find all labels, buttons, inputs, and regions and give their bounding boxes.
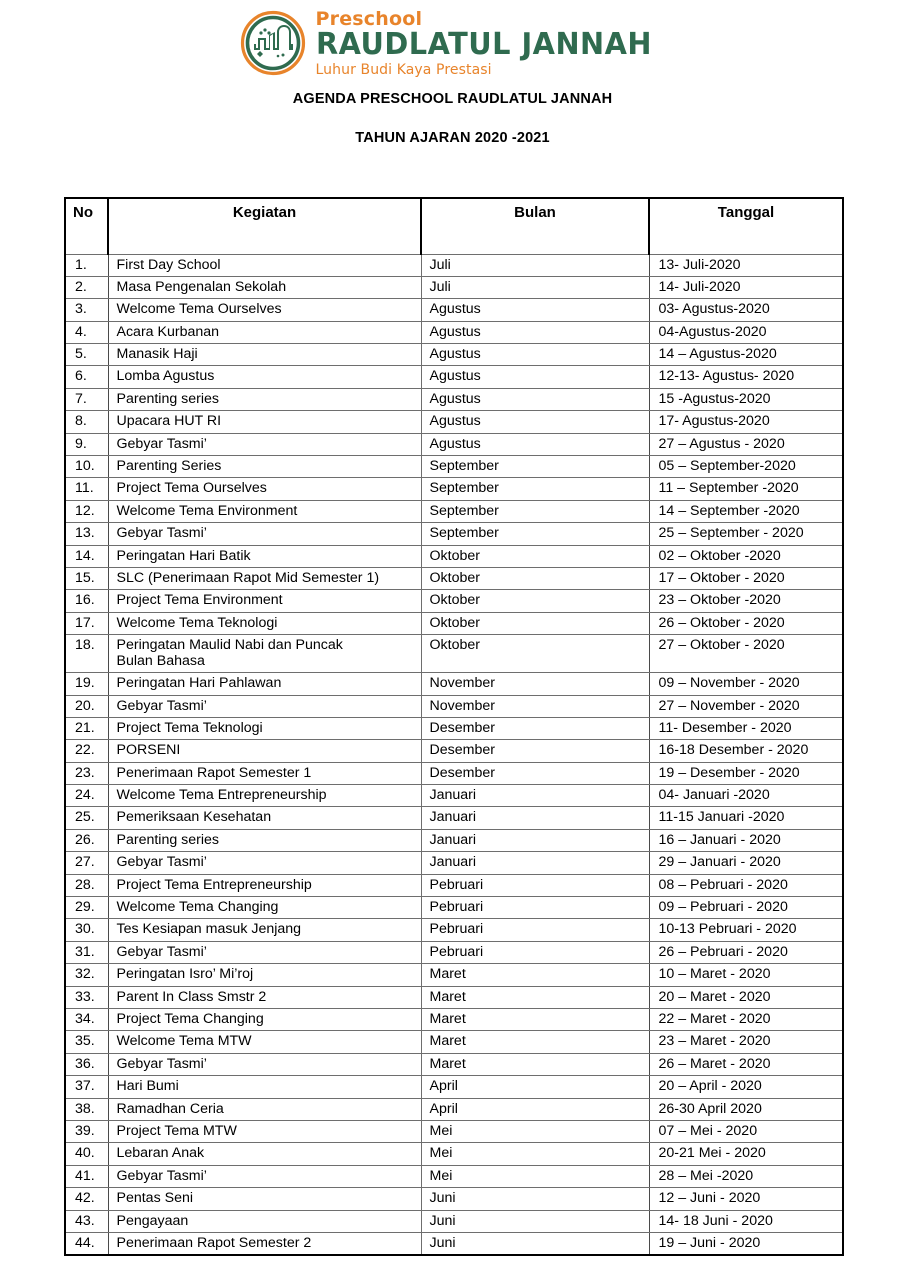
cell-no: 5.	[65, 344, 108, 366]
cell-no: 32.	[65, 964, 108, 986]
cell-tanggal: 29 – Januari - 2020	[649, 852, 843, 874]
cell-kegiatan	[108, 635, 421, 673]
cell-kegiatan: Gebyar Tasmi’	[108, 433, 421, 455]
cell-bulan: Januari	[421, 829, 649, 851]
cell-tanggal: 14- 18 Juni - 2020	[649, 1210, 843, 1232]
cell-kegiatan-line2: Bulan Bahasa	[116, 653, 205, 670]
table-row	[65, 388, 843, 410]
cell-kegiatan: Acara Kurbanan	[108, 321, 421, 343]
cell-no: 3.	[65, 299, 108, 321]
cell-no: 43.	[65, 1210, 108, 1232]
table-row	[65, 807, 843, 829]
table-body	[65, 254, 843, 1255]
table-row	[65, 456, 843, 478]
table-row	[65, 254, 843, 276]
cell-tanggal: 12 – Juni - 2020	[649, 1188, 843, 1210]
cell-bulan: Oktober	[421, 612, 649, 634]
table-row	[65, 500, 843, 522]
cell-bulan: Pebruari	[421, 941, 649, 963]
cell-bulan: September	[421, 478, 649, 500]
cell-no: 19.	[65, 673, 108, 695]
cell-kegiatan: Project Tema MTW	[108, 1120, 421, 1142]
cell-kegiatan-line1: Peringatan Maulid Nabi dan Puncak	[116, 637, 343, 654]
cell-bulan: Mei	[421, 1143, 649, 1165]
cell-kegiatan: Gebyar Tasmi’	[108, 695, 421, 717]
cell-kegiatan: PORSENI	[108, 740, 421, 762]
cell-tanggal: 27 – Agustus - 2020	[649, 433, 843, 455]
cell-tanggal: 12-13- Agustus- 2020	[649, 366, 843, 388]
cell-no: 13.	[65, 523, 108, 545]
cell-no: 42.	[65, 1188, 108, 1210]
cell-tanggal: 11 – September -2020	[649, 478, 843, 500]
table-row	[65, 762, 843, 784]
cell-no: 37.	[65, 1076, 108, 1098]
cell-bulan: Maret	[421, 964, 649, 986]
cell-bulan: Agustus	[421, 433, 649, 455]
cell-kegiatan: Gebyar Tasmi’	[108, 852, 421, 874]
cell-no: 23.	[65, 762, 108, 784]
cell-kegiatan: Welcome Tema MTW	[108, 1031, 421, 1053]
cell-bulan: Oktober	[421, 545, 649, 567]
cell-bulan: Agustus	[421, 344, 649, 366]
table-row	[65, 276, 843, 298]
cell-tanggal: 26 – Oktober - 2020	[649, 612, 843, 634]
cell-kegiatan: Gebyar Tasmi’	[108, 941, 421, 963]
cell-tanggal: 16-18 Desember - 2020	[649, 740, 843, 762]
table-row	[65, 964, 843, 986]
cell-bulan: Januari	[421, 807, 649, 829]
table-row	[65, 1120, 843, 1142]
cell-tanggal: 26 – Maret - 2020	[649, 1053, 843, 1075]
cell-kegiatan: Project Tema Entrepreneurship	[108, 874, 421, 896]
cell-tanggal: 10-13 Pebruari - 2020	[649, 919, 843, 941]
table-row	[65, 1009, 843, 1031]
cell-kegiatan: Project Tema Teknologi	[108, 717, 421, 739]
cell-tanggal: 07 – Mei - 2020	[649, 1120, 843, 1142]
cell-kegiatan: Penerimaan Rapot Semester 2	[108, 1232, 421, 1255]
cell-bulan: Agustus	[421, 299, 649, 321]
table-row	[65, 1210, 843, 1232]
cell-no: 28.	[65, 874, 108, 896]
cell-bulan: Oktober	[421, 567, 649, 589]
cell-kegiatan: Pemeriksaan Kesehatan	[108, 807, 421, 829]
cell-tanggal: 23 – Oktober -2020	[649, 590, 843, 612]
cell-tanggal: 25 – September - 2020	[649, 523, 843, 545]
table-row	[65, 1053, 843, 1075]
cell-bulan: Oktober	[421, 590, 649, 612]
cell-no: 34.	[65, 1009, 108, 1031]
cell-no: 27.	[65, 852, 108, 874]
table-row	[65, 829, 843, 851]
cell-bulan: Juli	[421, 276, 649, 298]
cell-kegiatan: Parenting Series	[108, 456, 421, 478]
cell-no: 2.	[65, 276, 108, 298]
column-header-bulan: Bulan	[421, 198, 649, 254]
table-row	[65, 695, 843, 717]
table-row	[65, 478, 843, 500]
table-row	[65, 590, 843, 612]
cell-kegiatan: Pentas Seni	[108, 1188, 421, 1210]
cell-bulan: September	[421, 523, 649, 545]
cell-kegiatan: Upacara HUT RI	[108, 411, 421, 433]
cell-tanggal: 16 – Januari - 2020	[649, 829, 843, 851]
cell-tanggal: 15 -Agustus-2020	[649, 388, 843, 410]
cell-kegiatan: Gebyar Tasmi’	[108, 1165, 421, 1187]
cell-bulan: Maret	[421, 986, 649, 1008]
cell-tanggal: 27 – November - 2020	[649, 695, 843, 717]
table-row	[65, 1031, 843, 1053]
cell-kegiatan: Parenting series	[108, 829, 421, 851]
column-header-no: No	[65, 198, 108, 254]
cell-no: 14.	[65, 545, 108, 567]
cell-no: 44.	[65, 1232, 108, 1255]
cell-kegiatan: Gebyar Tasmi’	[108, 523, 421, 545]
cell-kegiatan: Project Tema Changing	[108, 1009, 421, 1031]
cell-no: 8.	[65, 411, 108, 433]
cell-kegiatan: Welcome Tema Ourselves	[108, 299, 421, 321]
cell-bulan: Januari	[421, 785, 649, 807]
cell-tanggal: 08 – Pebruari - 2020	[649, 874, 843, 896]
cell-no: 29.	[65, 897, 108, 919]
cell-kegiatan: Masa Pengenalan Sekolah	[108, 276, 421, 298]
cell-kegiatan: Project Tema Environment	[108, 590, 421, 612]
cell-bulan: Juli	[421, 254, 649, 276]
cell-bulan: Maret	[421, 1053, 649, 1075]
cell-tanggal: 14 – September -2020	[649, 500, 843, 522]
table-row	[65, 411, 843, 433]
cell-no: 16.	[65, 590, 108, 612]
cell-tanggal: 02 – Oktober -2020	[649, 545, 843, 567]
cell-no: 18.	[65, 635, 108, 673]
column-header-tanggal: Tanggal	[649, 198, 843, 254]
column-header-kegiatan: Kegiatan	[108, 198, 421, 254]
table-row	[65, 299, 843, 321]
table-row	[65, 897, 843, 919]
cell-bulan: Agustus	[421, 366, 649, 388]
cell-kegiatan: Project Tema Ourselves	[108, 478, 421, 500]
cell-no: 33.	[65, 986, 108, 1008]
cell-bulan: November	[421, 695, 649, 717]
cell-no: 21.	[65, 717, 108, 739]
cell-tanggal: 22 – Maret - 2020	[649, 1009, 843, 1031]
cell-tanggal: 17- Agustus-2020	[649, 411, 843, 433]
cell-tanggal: 04- Januari -2020	[649, 785, 843, 807]
table-row	[65, 673, 843, 695]
cell-no: 35.	[65, 1031, 108, 1053]
cell-kegiatan: Peringatan Hari Batik	[108, 545, 421, 567]
cell-kegiatan: Pengayaan	[108, 1210, 421, 1232]
table-row	[65, 874, 843, 896]
agenda-table-container	[64, 197, 842, 1256]
cell-bulan: Oktober	[421, 635, 649, 673]
cell-kegiatan: Welcome Tema Changing	[108, 897, 421, 919]
cell-kegiatan: Gebyar Tasmi’	[108, 1053, 421, 1075]
table-row	[65, 523, 843, 545]
table-row	[65, 567, 843, 589]
cell-tanggal: 14- Juli-2020	[649, 276, 843, 298]
cell-bulan: Agustus	[421, 388, 649, 410]
cell-bulan: Desember	[421, 762, 649, 784]
cell-no: 7.	[65, 388, 108, 410]
logo-school-name: RAUDLATUL JANNAH	[315, 27, 652, 62]
table-header-row	[65, 198, 843, 254]
cell-bulan: Maret	[421, 1031, 649, 1053]
document-title: AGENDA PRESCHOOL RAUDLATUL JANNAH	[292, 91, 613, 107]
table-row	[65, 919, 843, 941]
cell-bulan: Mei	[421, 1120, 649, 1142]
cell-no: 26.	[65, 829, 108, 851]
cell-no: 17.	[65, 612, 108, 634]
table-row	[65, 1165, 843, 1187]
cell-no: 30.	[65, 919, 108, 941]
cell-tanggal: 19 – Desember - 2020	[649, 762, 843, 784]
cell-kegiatan: Parent In Class Smstr 2	[108, 986, 421, 1008]
cell-no: 6.	[65, 366, 108, 388]
cell-no: 39.	[65, 1120, 108, 1142]
table-row	[65, 545, 843, 567]
cell-no: 22.	[65, 740, 108, 762]
cell-kegiatan: Parenting series	[108, 388, 421, 410]
table-row	[65, 1098, 843, 1120]
table-row	[65, 635, 843, 673]
cell-no: 25.	[65, 807, 108, 829]
cell-tanggal: 20-21 Mei - 2020	[649, 1143, 843, 1165]
cell-no: 11.	[65, 478, 108, 500]
cell-tanggal: 11- Desember - 2020	[649, 717, 843, 739]
table-row	[65, 612, 843, 634]
table-row	[65, 1188, 843, 1210]
cell-bulan: Juni	[421, 1210, 649, 1232]
cell-bulan: Januari	[421, 852, 649, 874]
table-row	[65, 785, 843, 807]
cell-bulan: Maret	[421, 1009, 649, 1031]
cell-no: 12.	[65, 500, 108, 522]
agenda-table	[64, 197, 844, 1256]
table-row	[65, 433, 843, 455]
cell-bulan: Desember	[421, 740, 649, 762]
cell-tanggal: 11-15 Januari -2020	[649, 807, 843, 829]
cell-no: 4.	[65, 321, 108, 343]
cell-no: 40.	[65, 1143, 108, 1165]
table-row	[65, 366, 843, 388]
cell-kegiatan: Manasik Haji	[108, 344, 421, 366]
cell-tanggal: 03- Agustus-2020	[649, 299, 843, 321]
arabic-calligraphy-emblem-icon	[240, 10, 306, 76]
cell-tanggal: 20 – April - 2020	[649, 1076, 843, 1098]
table-row	[65, 740, 843, 762]
cell-no: 15.	[65, 567, 108, 589]
cell-bulan: Desember	[421, 717, 649, 739]
cell-tanggal: 26-30 April 2020	[649, 1098, 843, 1120]
cell-no: 31.	[65, 941, 108, 963]
table-row	[65, 717, 843, 739]
cell-tanggal: 09 – Pebruari - 2020	[649, 897, 843, 919]
cell-bulan: Juni	[421, 1188, 649, 1210]
cell-tanggal: 09 – November - 2020	[649, 673, 843, 695]
cell-no: 38.	[65, 1098, 108, 1120]
cell-bulan: September	[421, 456, 649, 478]
cell-no: 1.	[65, 254, 108, 276]
table-row	[65, 321, 843, 343]
cell-no: 20.	[65, 695, 108, 717]
cell-no: 24.	[65, 785, 108, 807]
cell-kegiatan: Lomba Agustus	[108, 366, 421, 388]
cell-kegiatan: Ramadhan Ceria	[108, 1098, 421, 1120]
cell-bulan: Pebruari	[421, 919, 649, 941]
cell-tanggal: 19 – Juni - 2020	[658, 1234, 761, 1251]
cell-bulan: Agustus	[421, 321, 649, 343]
cell-tanggal: 05 – September-2020	[649, 456, 843, 478]
cell-kegiatan: Welcome Tema Entrepreneurship	[108, 785, 421, 807]
table-row	[65, 344, 843, 366]
table-row	[65, 1143, 843, 1165]
table-row	[65, 1076, 843, 1098]
cell-kegiatan: SLC (Penerimaan Rapot Mid Semester 1)	[108, 567, 421, 589]
table-row	[65, 986, 843, 1008]
document-subtitle: TAHUN AJARAN 2020 -2021	[355, 130, 550, 146]
cell-tanggal: 04-Agustus-2020	[649, 321, 843, 343]
logo-tagline: Luhur Budi Kaya Prestasi	[315, 61, 492, 78]
cell-bulan: September	[421, 500, 649, 522]
cell-kegiatan: Tes Kesiapan masuk Jenjang	[108, 919, 421, 941]
cell-tanggal: 17 – Oktober - 2020	[649, 567, 843, 589]
cell-tanggal: 23 – Maret - 2020	[649, 1031, 843, 1053]
cell-kegiatan: Lebaran Anak	[108, 1143, 421, 1165]
cell-tanggal: 28 – Mei -2020	[649, 1165, 843, 1187]
table-row	[65, 941, 843, 963]
cell-kegiatan: Hari Bumi	[108, 1076, 421, 1098]
cell-tanggal: 26 – Pebruari - 2020	[649, 941, 843, 963]
cell-no: 36.	[65, 1053, 108, 1075]
cell-bulan: April	[421, 1098, 649, 1120]
cell-kegiatan: Peringatan Hari Pahlawan	[108, 673, 421, 695]
cell-bulan: November	[421, 673, 649, 695]
cell-tanggal: 20 – Maret - 2020	[649, 986, 843, 1008]
cell-kegiatan: Welcome Tema Environment	[108, 500, 421, 522]
cell-kegiatan: Welcome Tema Teknologi	[108, 612, 421, 634]
table-row	[65, 852, 843, 874]
cell-kegiatan: First Day School	[108, 254, 421, 276]
cell-no: 10.	[65, 456, 108, 478]
cell-bulan: April	[421, 1076, 649, 1098]
table-header	[65, 198, 843, 254]
cell-tanggal: 14 – Agustus-2020	[649, 344, 843, 366]
cell-no: 41.	[65, 1165, 108, 1187]
cell-kegiatan: Penerimaan Rapot Semester 1	[108, 762, 421, 784]
table-row	[65, 1232, 843, 1255]
cell-bulan: Mei	[421, 1165, 649, 1187]
cell-no: 9.	[65, 433, 108, 455]
school-logo	[0, 10, 905, 77]
cell-tanggal: 13- Juli-2020	[649, 254, 843, 276]
cell-tanggal: 10 – Maret - 2020	[649, 964, 843, 986]
cell-bulan: Pebruari	[421, 874, 649, 896]
cell-bulan: Pebruari	[421, 897, 649, 919]
cell-kegiatan: Peringatan Isro’ Mi’roj	[108, 964, 421, 986]
cell-tanggal: 27 – Oktober - 2020	[649, 635, 843, 673]
logo-preschool-label: Preschool	[315, 8, 423, 30]
cell-bulan: Juni	[421, 1232, 649, 1255]
cell-bulan: Agustus	[421, 411, 649, 433]
